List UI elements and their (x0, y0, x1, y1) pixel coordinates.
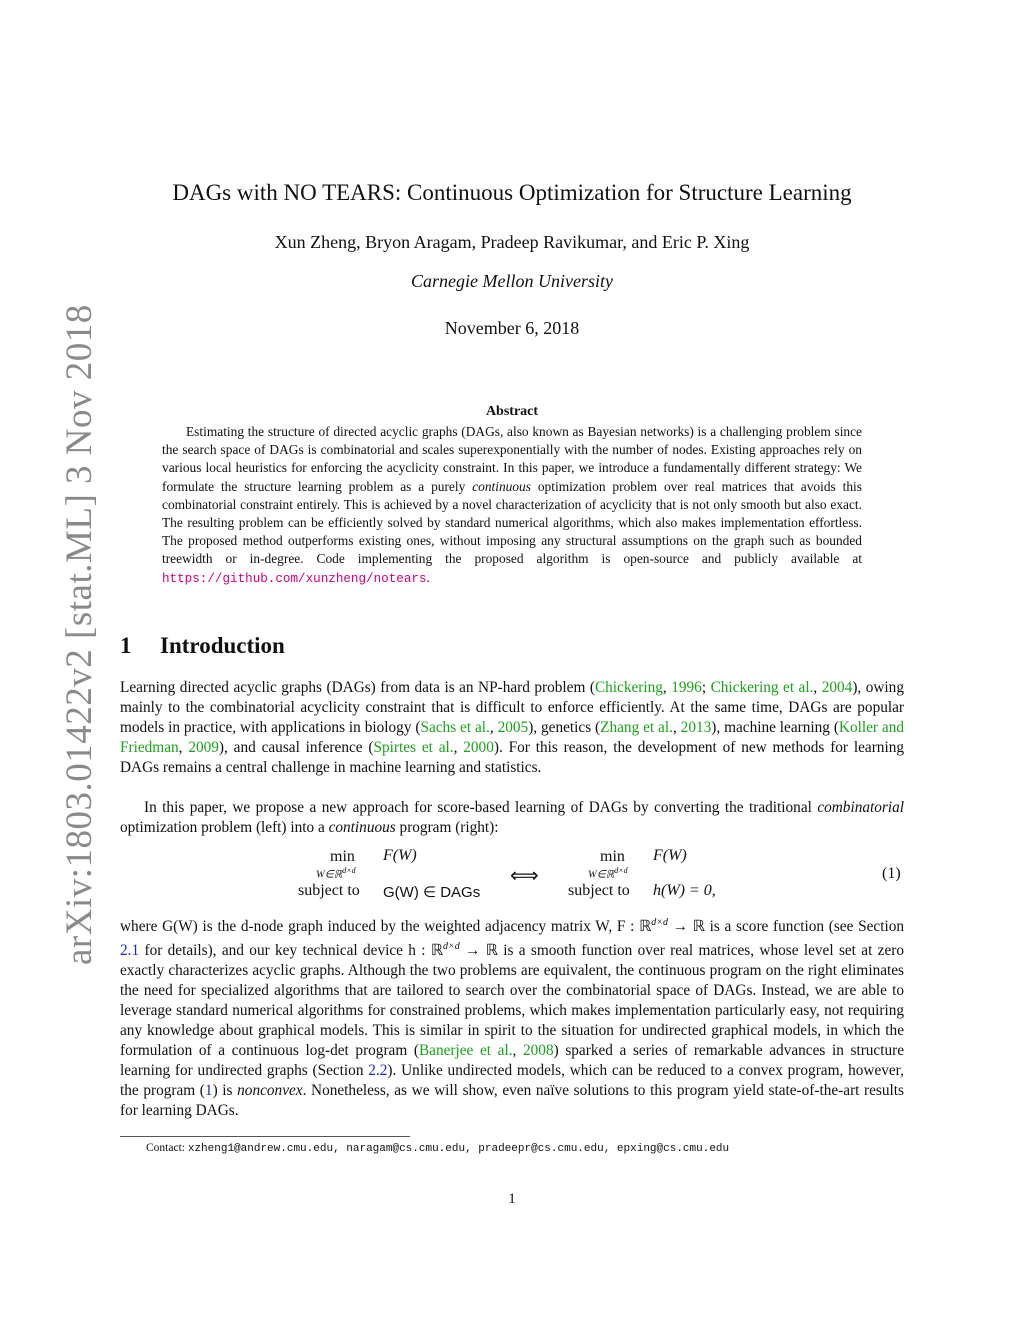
left-min-subscript: W∈ℝ$^{d\times d}$ (316, 866, 356, 881)
body-text: → ℝ is a smooth function over real matrices, whose level set at zero exactly characterizes acyclic graphs. Although the two problems are equivalent, the continuous program on the right eliminates the need for specialized algorithms that are tailored to search over the combinatorial space of DAGs. Instead, we are able to leverage standard numerical algorithms for constrained problems, which makes implementation particularly easy, not requiring any knowledge about graphical models. This is similar in spirit to the situation for undirected graphical models, in which the formulation of a continuous log-det program ( (120, 942, 904, 1060)
page-number: 1 (508, 1191, 516, 1207)
body-text: for details), and our key technical device h : ℝ (139, 942, 444, 960)
abstract-emphasis: continuous (472, 478, 531, 494)
equivalence-arrow: ⟺ (510, 865, 539, 887)
citation-link[interactable]: Zhang et al. (600, 719, 673, 736)
citation-year-link[interactable]: 2008 (523, 1042, 554, 1060)
citation-link[interactable]: Koller and Friedman (120, 719, 904, 756)
body-text: ) sparked a series of remarkable advances in structure learning for undirected graphs (Section (120, 1042, 905, 1080)
abstract-heading: Abstract (485, 404, 539, 419)
body-text: Learning directed acyclic graphs (DAGs) from data is an NP-hard problem ( (120, 679, 595, 696)
citation-year-link[interactable]: 2000 (463, 739, 494, 756)
right-constraint: h(W) = 0, (653, 882, 716, 899)
body-text: . Nonetheless, as we will show, even naïve solutions to this program yield state-of-the-art results for learning DAGs. (120, 1082, 904, 1120)
citation-year-link[interactable]: 2013 (680, 719, 712, 736)
right-min: min (600, 848, 625, 865)
citation-link[interactable]: Banerjee et al. (418, 1042, 513, 1060)
intro-paragraph-3 (120, 913, 904, 1121)
body-text: ), owing mainly to the combinatorial acyclicity constraint that is difficult to enforce efficiently. At the same time, DAGs are popular models in practice, with applications in biology ( (120, 679, 904, 736)
punct: , (489, 719, 498, 736)
section-heading (120, 633, 285, 659)
abstract-paragraph (162, 423, 862, 588)
equation-ref-link[interactable]: 1 (204, 1082, 213, 1100)
contact-emails: xzheng1@andrew.cmu.edu, naragam@cs.cmu.edu, pradeepr@cs.cmu.edu, epxing@cs.cmu.edu (187, 1143, 730, 1155)
right-min-subscript: W∈ℝ$^{d\times d}$ (588, 866, 628, 881)
punct: , (512, 1042, 523, 1060)
contact-footnote (146, 1142, 729, 1155)
punct: , (178, 739, 189, 756)
abstract-body (162, 423, 862, 588)
superscript: d×d (443, 941, 460, 953)
author-list: Xun Zheng, Bryon Aragam, Pradeep Ravikumar, and Eric P. Xing (274, 232, 750, 252)
intro-paragraph-2 (120, 798, 904, 838)
citation-year-link[interactable]: 2009 (188, 739, 219, 756)
left-objective: F(W) (383, 847, 417, 864)
section-number: 1 (120, 633, 132, 658)
abstract-end: . (426, 569, 430, 585)
paper-date: November 6, 2018 (444, 318, 580, 338)
right-objective: F(W) (653, 847, 687, 864)
body-text: where G(W) is the d-node graph induced by the weighted adjacency matrix W, F : ℝ (120, 918, 652, 936)
body-text: optimization problem (left) into a (120, 819, 329, 836)
body-text: ). Unlike undirected models, which can be reduced to a convex program, however, the program ( (120, 1062, 904, 1100)
punct: , (453, 739, 464, 756)
equation-label: (1) (882, 865, 901, 882)
left-subject-to: subject to (298, 882, 360, 899)
body-text: ) is (212, 1082, 238, 1100)
right-subject-to: subject to (568, 882, 630, 899)
section-ref-link[interactable]: 2.2 (368, 1062, 388, 1080)
body-text: → ℝ is a score function (see Section (667, 918, 905, 936)
abstract-text: Estimating the structure of directed acyclic graphs (DAGs, also known as Bayesian networks) is a challenging problem since the search space of DAGs is combinatorial and scales superexponentially with the number of nodes. Existing approaches rely on various local heuristics for enforcing the acyclicity constraint. In this paper, we introduce a fundamentally different strategy: We formulate the structure learning problem as a purely (162, 424, 862, 494)
citation-link[interactable]: Sachs et al. (420, 719, 490, 736)
citation-link[interactable]: Spirtes et al. (373, 739, 454, 756)
left-min: min (330, 848, 355, 865)
citation-year-link[interactable]: 2004 (821, 679, 853, 696)
emphasis: nonconvex (237, 1082, 303, 1100)
citation-link[interactable]: Chickering (594, 679, 663, 696)
citation-year-link[interactable]: 2005 (497, 719, 529, 736)
body-text: ), genetics ( (528, 719, 601, 736)
section-ref-link[interactable]: 2.1 (120, 942, 140, 960)
citation-year-link[interactable]: 1996 (671, 679, 702, 696)
superscript: d×d (651, 917, 668, 928)
code-url-link[interactable]: https://github.com/xunzheng/notears (162, 571, 427, 586)
footnote-divider (120, 1136, 410, 1137)
abstract-text: optimization problem over real matrices that avoids this combinatorial constraint entirely. This is achieved by a novel characterization of acyclicity that is not only smooth but also exact. The resulting problem can be efficiently solved by standard numerical algorithms, which also makes implementation effortless. The proposed method outperforms existing ones, without imposing any structural assumptions on the graph such as bounded treewidth or in-degree. Code implementing the proposed algorithm is open-source and publicly available at (162, 478, 862, 567)
punct: , (813, 679, 822, 696)
paper-title: DAGs with NO TEARS: Continuous Optimization for Structure Learning (172, 180, 852, 205)
intro-paragraph-1 (120, 678, 904, 778)
body-text: In this paper, we propose a new approach for score-based learning of DAGs by converting the traditional (144, 799, 818, 816)
punct: , (672, 719, 681, 736)
body-text: ), and causal inference ( (218, 739, 374, 756)
body-text: program (right): (395, 819, 499, 836)
section-title: Introduction (160, 633, 285, 658)
equation-1 (0, 845, 1024, 905)
punct: , (662, 679, 672, 696)
left-constraint: G(W) ∈ DAGs (383, 884, 481, 901)
citation-link[interactable]: Chickering et al. (710, 679, 814, 696)
emphasis: continuous (328, 819, 396, 836)
body-text: ). For this reason, the development of new methods for learning DAGs remains a central challenge in machine learning and statistics. (120, 739, 904, 776)
punct: ; (701, 679, 711, 696)
affiliation: Carnegie Mellon University (411, 271, 613, 291)
body-text: ), machine learning ( (711, 719, 839, 736)
arxiv-identifier: arXiv:1803.01422v2 [stat.ML] 3 Nov 2018 (59, 304, 100, 965)
emphasis: combinatorial (817, 799, 904, 816)
footnote-label: Contact: (146, 1142, 188, 1154)
